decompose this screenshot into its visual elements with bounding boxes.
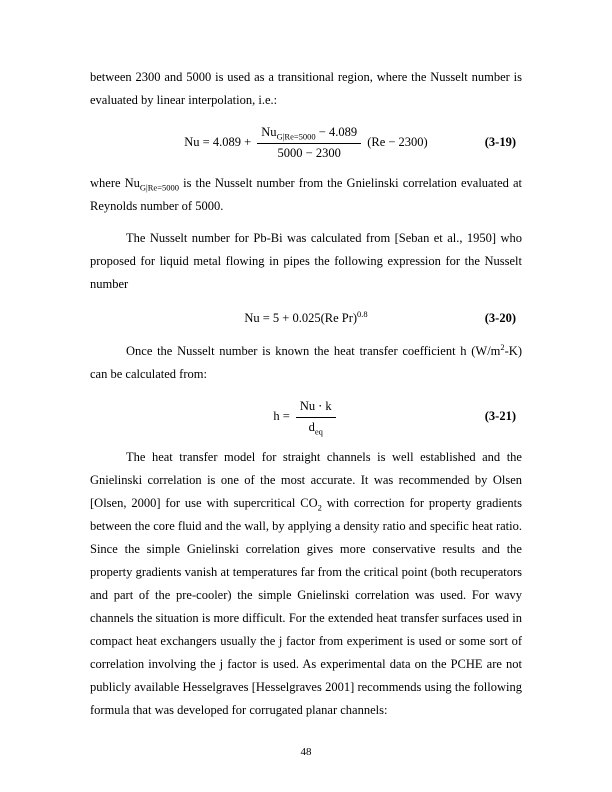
fraction-denominator: 5000 − 2300 (277, 145, 341, 160)
numerator-subscript: G|Re=5000 (276, 131, 316, 142)
equation-superscript: 0.8 (357, 309, 368, 320)
equation-3-19 (90, 125, 522, 161)
inline-subscript: G|Re=5000 (139, 182, 179, 193)
page-content (90, 66, 522, 731)
numerator-base: Nu (261, 125, 277, 139)
paragraph-text: Once the Nusselt number is known the heat transfer coefficient h (W/m (126, 343, 501, 358)
paragraph-heat-transfer-model (90, 446, 522, 722)
paragraph-where-nusselt (90, 172, 522, 218)
paragraph-text: is the Nusselt number from the Gnielinski correlation evaluated at Reynolds number of 5000. (90, 176, 522, 214)
paragraph-text: -K) can be calculated from: (90, 343, 522, 381)
paragraph-heat-transfer-coefficient (90, 340, 522, 386)
paragraph-text: between 2300 and 5000 is used as a transitional region, where the Nusselt number is evaluated by linear interpolation, i.e.: (90, 70, 522, 107)
fraction-denominator (296, 418, 336, 436)
paragraph-text: The Nusselt number for Pb-Bi was calculated from [Seban et al., 1950] who proposed for liquid metal flowing in pipes the following expression for the Nusselt number (90, 231, 522, 292)
fraction-numerator (257, 125, 361, 144)
paragraph-nusselt-pbbi (90, 227, 522, 296)
equation-3-20 (90, 311, 522, 327)
paragraph-text: where Nu (90, 176, 140, 191)
fraction (257, 125, 361, 161)
paragraph-text: The heat transfer model for straight channels is well established and the Gnielinski correlation is one of the most accurate. It was recommended by Olsen [Olsen, 2000] for use with supercritical CO (90, 450, 522, 511)
numerator-rest: − 4.089 (315, 125, 358, 139)
denominator-base: d (308, 419, 315, 434)
inline-superscript: 2 (500, 341, 505, 352)
paragraph-text: with correction for property gradients between the core fluid and the wall, by applying a density ratio and specific heat ratio. Since the simple Gnielinski correlation gives more conservative results and the property gradients vanish at temperatures far from the critical point (both recuperators and part of the pre-cooler) the simple Gnielinski correlation was used. For wavy channels the situation is more difficult. For the extended heat transfer surfaces used in compact heat exchangers usually the j factor from experiment is used or some sort of correlation involving the j factor is used. As experimental data on the PCHE are not publicly available Hesselgraves [Hesselgraves 2001] recommends using the following formula that was developed for corrugated planar channels: (90, 496, 522, 718)
equation-label-3-21: (3-21) (484, 409, 516, 424)
equation-3-21 (90, 399, 522, 435)
page-number: 48 (300, 746, 312, 758)
equation-label-3-19: (3-19) (484, 135, 516, 150)
inline-subscript: 2 (317, 502, 322, 513)
equation-rhs: (Re − 2300) (367, 135, 428, 149)
fraction-numerator: Nu ⋅ k (296, 399, 336, 418)
denominator-subscript: eq (314, 426, 323, 436)
paragraph-transitional-region (90, 66, 522, 112)
equation-body: Nu = 5 + 0.025(Re Pr) (244, 311, 358, 326)
equation-lhs: h = (273, 408, 290, 423)
fraction (296, 399, 336, 435)
equation-lhs: Nu = 4.089 + (184, 135, 252, 149)
equation-label-3-20: (3-20) (484, 311, 516, 326)
